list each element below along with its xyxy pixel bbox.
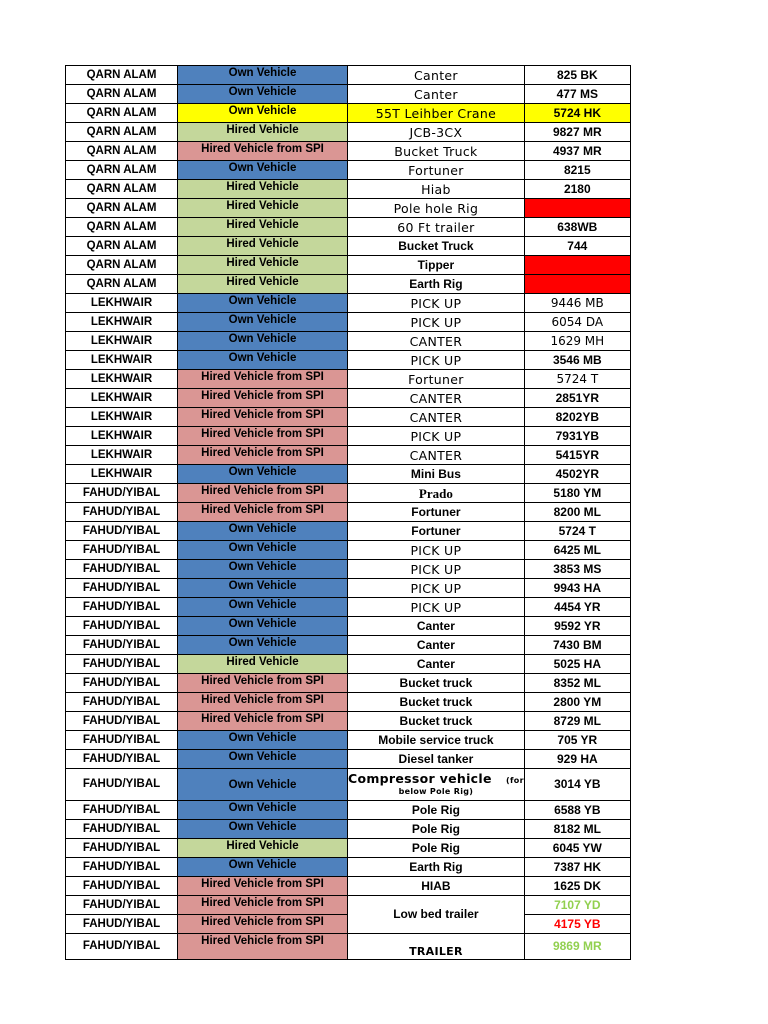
vehicle-name-cell: Bucket truck bbox=[348, 674, 525, 693]
vehicle-name-cell: PICK UP bbox=[348, 294, 525, 313]
vehicle-type-cell: Own Vehicle bbox=[178, 104, 348, 123]
vehicle-type-cell: Own Vehicle bbox=[178, 465, 348, 484]
registration-cell bbox=[524, 199, 630, 218]
table-row bbox=[66, 750, 631, 769]
location-cell: LEKHWAIR bbox=[66, 446, 178, 465]
registration-cell bbox=[524, 256, 630, 275]
registration-cell: 7430 BM bbox=[524, 636, 630, 655]
table-row bbox=[66, 332, 631, 351]
registration-cell: 9446 MB bbox=[524, 294, 630, 313]
table-row bbox=[66, 636, 631, 655]
registration-cell: 9869 MR bbox=[524, 934, 630, 960]
vehicle-name-cell: CANTER bbox=[348, 446, 525, 465]
registration-cell: 8352 ML bbox=[524, 674, 630, 693]
compressor-label: Compressor vehicle bbox=[348, 771, 492, 786]
registration-cell: 7387 HK bbox=[524, 858, 630, 877]
vehicle-type-cell: Hired Vehicle from SPI bbox=[178, 408, 348, 427]
location-cell: FAHUD/YIBAL bbox=[66, 712, 178, 731]
table-row bbox=[66, 427, 631, 446]
registration-cell: 3853 MS bbox=[524, 560, 630, 579]
registration-cell: 5724 T bbox=[524, 370, 630, 389]
vehicle-type-cell: Hired Vehicle from SPI bbox=[178, 934, 348, 960]
location-cell: FAHUD/YIBAL bbox=[66, 934, 178, 960]
vehicle-type-cell: Own Vehicle bbox=[178, 820, 348, 839]
registration-cell: 2180 bbox=[524, 180, 630, 199]
vehicle-type-cell: Own Vehicle bbox=[178, 332, 348, 351]
vehicle-type-cell: Own Vehicle bbox=[178, 769, 348, 801]
vehicle-type-cell: Hired Vehicle from SPI bbox=[178, 896, 348, 915]
location-cell: LEKHWAIR bbox=[66, 389, 178, 408]
table-row bbox=[66, 85, 631, 104]
registration-cell: 8215 bbox=[524, 161, 630, 180]
vehicle-type-cell: Hired Vehicle bbox=[178, 275, 348, 294]
table-row bbox=[66, 503, 631, 522]
registration-cell: 5415YR bbox=[524, 446, 630, 465]
location-cell: LEKHWAIR bbox=[66, 313, 178, 332]
vehicle-type-cell: Own Vehicle bbox=[178, 617, 348, 636]
location-cell: FAHUD/YIBAL bbox=[66, 655, 178, 674]
vehicle-name-cell: Fortuner bbox=[348, 522, 525, 541]
location-cell: QARN ALAM bbox=[66, 237, 178, 256]
vehicle-name-cell: PICK UP bbox=[348, 351, 525, 370]
registration-cell: 6588 YB bbox=[524, 801, 630, 820]
registration-cell: 477 MS bbox=[524, 85, 630, 104]
location-cell: FAHUD/YIBAL bbox=[66, 674, 178, 693]
registration-cell: 825 BK bbox=[524, 66, 630, 85]
vehicle-type-cell: Hired Vehicle bbox=[178, 256, 348, 275]
registration-cell: 1629 MH bbox=[524, 332, 630, 351]
vehicle-name-cell: Canter bbox=[348, 655, 525, 674]
table-row bbox=[66, 199, 631, 218]
table-row bbox=[66, 142, 631, 161]
vehicle-type-cell: Hired Vehicle bbox=[178, 839, 348, 858]
registration-cell: 638WB bbox=[524, 218, 630, 237]
vehicle-name-cell: HIAB bbox=[348, 877, 525, 896]
vehicle-type-cell: Hired Vehicle from SPI bbox=[178, 142, 348, 161]
vehicle-name-cell: Earth Rig bbox=[348, 275, 525, 294]
location-cell: FAHUD/YIBAL bbox=[66, 915, 178, 934]
vehicle-type-cell: Hired Vehicle from SPI bbox=[178, 446, 348, 465]
registration-cell: 8200 ML bbox=[524, 503, 630, 522]
registration-cell: 2800 YM bbox=[524, 693, 630, 712]
vehicle-table-body bbox=[66, 66, 631, 960]
table-row bbox=[66, 313, 631, 332]
vehicle-type-cell: Hired Vehicle from SPI bbox=[178, 370, 348, 389]
vehicle-type-cell: Hired Vehicle from SPI bbox=[178, 503, 348, 522]
location-cell: LEKHWAIR bbox=[66, 351, 178, 370]
table-row bbox=[66, 351, 631, 370]
vehicle-name-cell: Low bed trailer bbox=[348, 896, 525, 934]
table-row bbox=[66, 123, 631, 142]
location-cell: QARN ALAM bbox=[66, 66, 178, 85]
table-row bbox=[66, 370, 631, 389]
compressor-subnote: below Pole Rig) bbox=[398, 787, 474, 796]
location-cell: FAHUD/YIBAL bbox=[66, 636, 178, 655]
location-cell: FAHUD/YIBAL bbox=[66, 693, 178, 712]
registration-cell: 705 YR bbox=[524, 731, 630, 750]
vehicle-type-cell: Hired Vehicle from SPI bbox=[178, 389, 348, 408]
vehicle-type-cell: Own Vehicle bbox=[178, 858, 348, 877]
table-row bbox=[66, 237, 631, 256]
location-cell: FAHUD/YIBAL bbox=[66, 579, 178, 598]
vehicle-type-cell: Hired Vehicle bbox=[178, 199, 348, 218]
vehicle-type-cell: Own Vehicle bbox=[178, 351, 348, 370]
table-row bbox=[66, 839, 631, 858]
registration-cell: 7107 YD bbox=[524, 896, 630, 915]
vehicle-name-cell: Bucket Truck bbox=[348, 237, 525, 256]
table-row bbox=[66, 104, 631, 123]
vehicle-name-cell: Canter bbox=[348, 85, 525, 104]
vehicle-type-cell: Own Vehicle bbox=[178, 85, 348, 104]
location-cell: QARN ALAM bbox=[66, 85, 178, 104]
table-row bbox=[66, 617, 631, 636]
table-row bbox=[66, 389, 631, 408]
table-row bbox=[66, 693, 631, 712]
table-row bbox=[66, 465, 631, 484]
registration-cell: 6425 ML bbox=[524, 541, 630, 560]
vehicle-name-cell bbox=[348, 769, 525, 801]
location-cell: FAHUD/YIBAL bbox=[66, 820, 178, 839]
vehicle-name-cell: 55T Leihber Crane bbox=[348, 104, 525, 123]
vehicle-type-cell: Hired Vehicle from SPI bbox=[178, 915, 348, 934]
location-cell: LEKHWAIR bbox=[66, 465, 178, 484]
vehicle-type-cell: Hired Vehicle from SPI bbox=[178, 484, 348, 503]
registration-cell: 7931YB bbox=[524, 427, 630, 446]
registration-cell: 4937 MR bbox=[524, 142, 630, 161]
vehicle-type-cell: Hired Vehicle from SPI bbox=[178, 712, 348, 731]
vehicle-name-cell: Pole Rig bbox=[348, 801, 525, 820]
vehicle-name-cell: Bucket truck bbox=[348, 693, 525, 712]
vehicle-name-cell: PICK UP bbox=[348, 560, 525, 579]
location-cell: FAHUD/YIBAL bbox=[66, 801, 178, 820]
vehicle-name-cell: Canter bbox=[348, 636, 525, 655]
table-row bbox=[66, 858, 631, 877]
table-row bbox=[66, 598, 631, 617]
table-row bbox=[66, 161, 631, 180]
vehicle-type-cell: Own Vehicle bbox=[178, 66, 348, 85]
location-cell: QARN ALAM bbox=[66, 142, 178, 161]
vehicle-name-cell: PICK UP bbox=[348, 579, 525, 598]
vehicle-table bbox=[65, 65, 631, 960]
location-cell: FAHUD/YIBAL bbox=[66, 769, 178, 801]
vehicle-type-cell: Own Vehicle bbox=[178, 541, 348, 560]
location-cell: FAHUD/YIBAL bbox=[66, 877, 178, 896]
location-cell: FAHUD/YIBAL bbox=[66, 750, 178, 769]
vehicle-name-cell: CANTER bbox=[348, 408, 525, 427]
table-row bbox=[66, 541, 631, 560]
table-row bbox=[66, 712, 631, 731]
location-cell: QARN ALAM bbox=[66, 161, 178, 180]
registration-cell: 6045 YW bbox=[524, 839, 630, 858]
table-row bbox=[66, 877, 631, 896]
registration-cell: 4502YR bbox=[524, 465, 630, 484]
vehicle-name-cell: CANTER bbox=[348, 389, 525, 408]
location-cell: QARN ALAM bbox=[66, 123, 178, 142]
table-row bbox=[66, 934, 631, 960]
vehicle-name-cell: Tipper bbox=[348, 256, 525, 275]
table-row bbox=[66, 275, 631, 294]
vehicle-type-cell: Hired Vehicle bbox=[178, 180, 348, 199]
vehicle-type-cell: Hired Vehicle bbox=[178, 218, 348, 237]
location-cell: QARN ALAM bbox=[66, 199, 178, 218]
vehicle-name-cell: Bucket Truck bbox=[348, 142, 525, 161]
registration-cell: 4175 YB bbox=[524, 915, 630, 934]
vehicle-name-cell: PICK UP bbox=[348, 427, 525, 446]
registration-cell: 5724 HK bbox=[524, 104, 630, 123]
vehicle-name-cell: Canter bbox=[348, 617, 525, 636]
vehicle-type-cell: Own Vehicle bbox=[178, 801, 348, 820]
vehicle-type-cell: Hired Vehicle bbox=[178, 237, 348, 256]
location-cell: FAHUD/YIBAL bbox=[66, 522, 178, 541]
vehicle-type-cell: Own Vehicle bbox=[178, 750, 348, 769]
location-cell: FAHUD/YIBAL bbox=[66, 731, 178, 750]
table-row bbox=[66, 674, 631, 693]
registration-cell: 9943 HA bbox=[524, 579, 630, 598]
vehicle-name-cell: Pole Rig bbox=[348, 839, 525, 858]
registration-cell: 8182 ML bbox=[524, 820, 630, 839]
registration-cell: 8202YB bbox=[524, 408, 630, 427]
trailer-label: TRAILER bbox=[409, 945, 463, 958]
vehicle-name-cell: PICK UP bbox=[348, 598, 525, 617]
table-row bbox=[66, 769, 631, 801]
table-row bbox=[66, 731, 631, 750]
registration-cell: 3546 MB bbox=[524, 351, 630, 370]
registration-cell: 5025 HA bbox=[524, 655, 630, 674]
vehicle-name-cell: 60 Ft trailer bbox=[348, 218, 525, 237]
registration-cell: 9827 MR bbox=[524, 123, 630, 142]
vehicle-type-cell: Own Vehicle bbox=[178, 731, 348, 750]
vehicle-name-cell: Canter bbox=[348, 66, 525, 85]
vehicle-name-cell: PICK UP bbox=[348, 313, 525, 332]
registration-cell: 9592 YR bbox=[524, 617, 630, 636]
vehicle-name-cell: Hiab bbox=[348, 180, 525, 199]
table-row bbox=[66, 801, 631, 820]
vehicle-type-cell: Hired Vehicle from SPI bbox=[178, 427, 348, 446]
location-cell: FAHUD/YIBAL bbox=[66, 598, 178, 617]
location-cell: FAHUD/YIBAL bbox=[66, 560, 178, 579]
vehicle-name-cell: Earth Rig bbox=[348, 858, 525, 877]
vehicle-type-cell: Own Vehicle bbox=[178, 294, 348, 313]
vehicle-name-cell: JCB-3CX bbox=[348, 123, 525, 142]
location-cell: FAHUD/YIBAL bbox=[66, 541, 178, 560]
registration-cell: 4454 YR bbox=[524, 598, 630, 617]
table-row bbox=[66, 180, 631, 199]
location-cell: LEKHWAIR bbox=[66, 294, 178, 313]
vehicle-name-cell: Fortuner bbox=[348, 161, 525, 180]
table-row bbox=[66, 66, 631, 85]
vehicle-type-cell: Hired Vehicle from SPI bbox=[178, 674, 348, 693]
vehicle-type-cell: Own Vehicle bbox=[178, 313, 348, 332]
vehicle-type-cell: Hired Vehicle bbox=[178, 655, 348, 674]
registration-cell: 5180 YM bbox=[524, 484, 630, 503]
vehicle-name-cell: Bucket truck bbox=[348, 712, 525, 731]
table-row bbox=[66, 579, 631, 598]
table-row bbox=[66, 484, 631, 503]
registration-cell: 1625 DK bbox=[524, 877, 630, 896]
vehicle-name-cell: Diesel tanker bbox=[348, 750, 525, 769]
vehicle-name-cell: Pole hole Rig bbox=[348, 199, 525, 218]
table-row bbox=[66, 896, 631, 915]
vehicle-type-cell: Hired Vehicle bbox=[178, 123, 348, 142]
location-cell: FAHUD/YIBAL bbox=[66, 896, 178, 915]
location-cell: FAHUD/YIBAL bbox=[66, 503, 178, 522]
vehicle-name-cell bbox=[348, 934, 525, 960]
registration-cell: 744 bbox=[524, 237, 630, 256]
location-cell: LEKHWAIR bbox=[66, 408, 178, 427]
vehicle-name-cell: Pole Rig bbox=[348, 820, 525, 839]
vehicle-name-cell: Mini Bus bbox=[348, 465, 525, 484]
registration-cell: 8729 ML bbox=[524, 712, 630, 731]
table-row bbox=[66, 408, 631, 427]
compressor-note: (for bbox=[506, 776, 524, 785]
vehicle-type-cell: Own Vehicle bbox=[178, 636, 348, 655]
table-row bbox=[66, 560, 631, 579]
table-row bbox=[66, 522, 631, 541]
vehicle-type-cell: Own Vehicle bbox=[178, 598, 348, 617]
location-cell: QARN ALAM bbox=[66, 218, 178, 237]
vehicle-type-cell: Own Vehicle bbox=[178, 560, 348, 579]
location-cell: QARN ALAM bbox=[66, 275, 178, 294]
registration-cell bbox=[524, 275, 630, 294]
vehicle-type-cell: Own Vehicle bbox=[178, 161, 348, 180]
location-cell: FAHUD/YIBAL bbox=[66, 484, 178, 503]
vehicle-type-cell: Own Vehicle bbox=[178, 522, 348, 541]
location-cell: LEKHWAIR bbox=[66, 427, 178, 446]
location-cell: LEKHWAIR bbox=[66, 332, 178, 351]
location-cell: FAHUD/YIBAL bbox=[66, 617, 178, 636]
vehicle-name-cell: Fortuner bbox=[348, 370, 525, 389]
vehicle-type-cell: Hired Vehicle from SPI bbox=[178, 877, 348, 896]
vehicle-type-cell: Own Vehicle bbox=[178, 579, 348, 598]
location-cell: QARN ALAM bbox=[66, 256, 178, 275]
vehicle-name-cell: PICK UP bbox=[348, 541, 525, 560]
location-cell: LEKHWAIR bbox=[66, 370, 178, 389]
vehicle-name-cell: Mobile service truck bbox=[348, 731, 525, 750]
registration-cell: 3014 YB bbox=[524, 769, 630, 801]
registration-cell: 6054 DA bbox=[524, 313, 630, 332]
vehicle-type-cell: Hired Vehicle from SPI bbox=[178, 693, 348, 712]
vehicle-name-cell: Prado bbox=[348, 484, 525, 503]
location-cell: FAHUD/YIBAL bbox=[66, 839, 178, 858]
table-row bbox=[66, 218, 631, 237]
table-row bbox=[66, 820, 631, 839]
location-cell: QARN ALAM bbox=[66, 180, 178, 199]
table-row bbox=[66, 294, 631, 313]
table-row bbox=[66, 256, 631, 275]
registration-cell: 929 HA bbox=[524, 750, 630, 769]
table-row bbox=[66, 655, 631, 674]
registration-cell: 5724 T bbox=[524, 522, 630, 541]
registration-cell: 2851YR bbox=[524, 389, 630, 408]
vehicle-name-cell: CANTER bbox=[348, 332, 525, 351]
location-cell: FAHUD/YIBAL bbox=[66, 858, 178, 877]
table-row bbox=[66, 446, 631, 465]
location-cell: QARN ALAM bbox=[66, 104, 178, 123]
vehicle-name-cell: Fortuner bbox=[348, 503, 525, 522]
